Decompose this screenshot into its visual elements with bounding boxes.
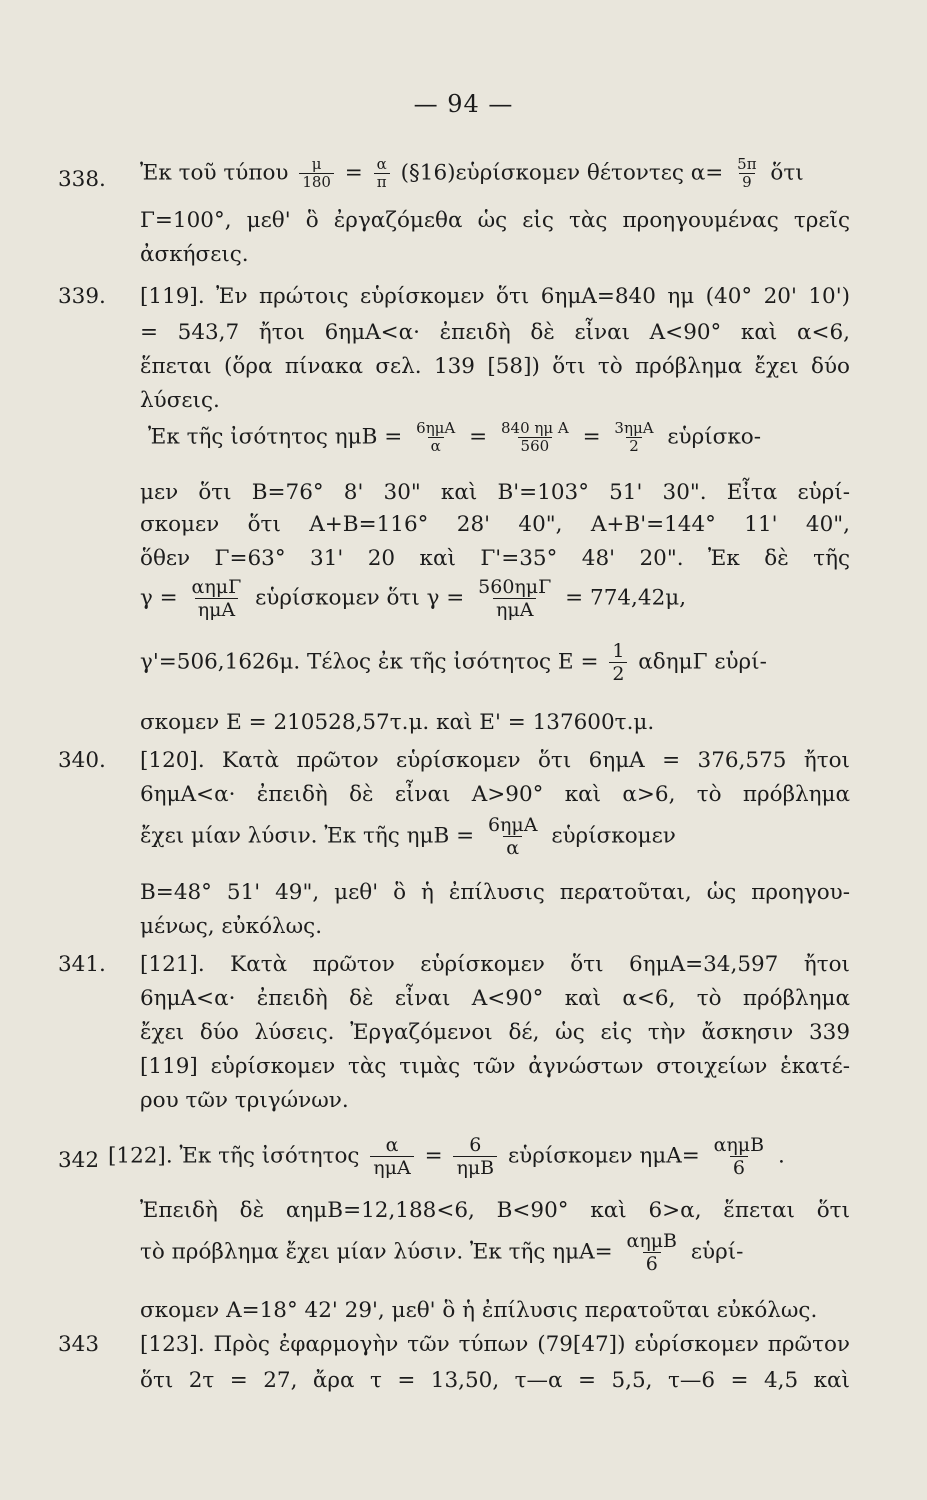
fraction: $\frac{\text{6ημΑ}}{\alpha}$ <box>487 814 538 859</box>
fraction: $\frac{\text{560ημΓ}}{\text{ημΑ}}$ <box>478 576 552 621</box>
exercise-342-line-3: τὸ πρόβλημα ἔχει μίαν λύσιν. Ἐκ τῆς ημΑ= $\frac{\text{αημΒ}}{6}$ εὑρί- <box>140 1230 744 1275</box>
exercise-342-line-2: Ἐπειδὴ δὲ αημΒ=12,188<6, Β<90° καὶ 6>α, ἕπεται ὅτι <box>140 1198 850 1223</box>
fraction: $\frac{\mu}{180}$ <box>299 156 334 191</box>
exercise-339-line-2: = 543,7 ἤτοι 6ημΑ<α· ἐπειδὴ δὲ εἶναι Α<90° καὶ α<6, <box>140 320 850 345</box>
exercise-339-line-3: ἕπεται (ὅρα πίνακα σελ. 139 [58]) ὅτι τὸ πρόβλημα ἔχει δύο <box>140 354 850 379</box>
exercise-340-line-4: Β=48° 51' 49", μεθ' ὃ ἡ ἐπίλυσις περατοῦται, ὡς προηγου- <box>140 880 850 905</box>
exercise-339-line-1: [119]. Ἐν πρώτοις εὑρίσκομεν ὅτι 6ημΑ=840 ημ (40° 20' 10') <box>140 284 850 309</box>
fraction: $\frac{6}{\text{ημΒ}}$ <box>453 1134 497 1179</box>
fraction: $\frac{\text{αημΒ}}{6}$ <box>626 1230 678 1275</box>
exercise-339-line-10: γ'=506,1626μ. Τέλος ἐκ τῆς ἰσότητος Ε = $\frac{1}{2}$ αδημΓ εὑρί- <box>140 640 767 685</box>
exercise-339-line-8: ὅθεν Γ=63° 31' 20 καὶ Γ'=35° 48' 20". Ἐκ δὲ τῆς <box>140 546 850 571</box>
fraction: $\frac{\alpha}{\pi}$ <box>374 156 390 191</box>
exercise-340-line-1: [120]. Κατὰ πρῶτον εὑρίσκομεν ὅτι 6ημΑ = 376,575 ἤτοι <box>140 748 850 773</box>
exercise-number-339: 339. <box>58 284 106 309</box>
exercise-number-342: 342 <box>58 1148 100 1173</box>
exercise-341-line-3: ἔχει δύο λύσεις. Ἐργαζόμενοι δέ, ὡς εἰς τὴν ἄσκησιν 339 <box>140 1020 850 1045</box>
fraction: $\frac{\text{6ημΑ}}{\alpha}$ <box>416 419 456 455</box>
exercise-340-line-5: μένως, εὐκόλως. <box>140 914 323 939</box>
exercise-339-line-6: μεν ὅτι Β=76° 8' 30" καὶ Β'=103° 51' 30". Εἶτα εὑρί- <box>140 480 850 505</box>
exercise-338-line-2: Γ=100°, μεθ' ὃ ἐργαζόμεθα ὡς εἰς τὰς προηγουμένας τρεῖς <box>140 208 850 233</box>
exercise-number-343: 343 <box>58 1332 100 1357</box>
exercise-340-line-2: 6ημΑ<α· ἐπειδὴ δὲ εἶναι Α>90° καὶ α>6, τὸ πρόβλημα <box>140 782 850 807</box>
page-number: — 94 — <box>413 90 514 118</box>
exercise-342-line-4: σκομεν Α=18° 42' 29', μεθ' ὃ ἡ ἐπίλυσις περατοῦται εὐκόλως. <box>140 1298 818 1323</box>
exercise-338-line-1: Ἐκ τοῦ τύπου $\frac{\mu}{180}$ = $\frac{\alpha}{\pi}$ (§16)εὑρίσκομεν θέτοντες α= $\frac{5\pi}{9}$ ὅτι <box>140 155 804 191</box>
fraction: $\frac{\text{840 ημ Α}}{560}$ <box>500 419 569 455</box>
exercise-339-line-7: σκομεν ὅτι Α+Β=116° 28' 40", Α+Β'=144° 11' 40", <box>140 512 850 537</box>
exercise-342-line-1: [122]. Ἐκ τῆς ἰσότητος $\frac{\alpha}{\text{ημΑ}}$ = $\frac{6}{\text{ημΒ}}$ εὑρίσκομεν ημΑ= $\frac{\text{αημΒ}}{6}$ . <box>108 1134 785 1179</box>
exercise-343-line-2: ὅτι 2τ = 27, ἄρα τ = 13,50, τ—α = 5,5, τ—6 = 4,5 καὶ <box>140 1368 850 1393</box>
exercise-341-line-2: 6ημΑ<α· ἐπειδὴ δὲ εἶναι Α<90° καὶ α<6, τὸ πρόβλημα <box>140 986 850 1011</box>
exercise-341-line-4: [119] εὑρίσκομεν τὰς τιμὰς τῶν ἀγνώστων στοιχείων ἑκατέ- <box>140 1054 850 1079</box>
fraction: $\frac{\text{αημΓ}}{\text{ημΑ}}$ <box>191 576 242 621</box>
fraction: $\frac{\text{αημΒ}}{6}$ <box>713 1134 765 1179</box>
exercise-343-line-1: [123]. Πρὸς ἐφαρμογὴν τῶν τύπων (79[47]) εὑρίσκομεν πρῶτον <box>140 1332 850 1357</box>
fraction: $\frac{5\pi}{9}$ <box>737 155 757 191</box>
exercise-339-line-9: γ = $\frac{\text{αημΓ}}{\text{ημΑ}}$ εὑρίσκομεν ὅτι γ = $\frac{\text{560ημΓ}}{\text{ημΑ}}$ = 774,42μ, <box>140 576 687 621</box>
fraction: $\frac{\alpha}{\text{ημΑ}}$ <box>370 1134 413 1179</box>
exercise-340-line-3: ἔχει μίαν λύσιν. Ἐκ τῆς ημΒ = $\frac{\text{6ημΑ}}{\alpha}$ εὑρίσκομεν <box>140 814 676 859</box>
fraction: $\frac{1}{2}$ <box>609 640 627 685</box>
exercise-number-340: 340. <box>58 748 106 773</box>
exercise-339-line-4: λύσεις. <box>140 388 220 413</box>
exercise-339-line-11: σκομεν Ε = 210528,57τ.μ. καὶ Ε' = 137600τ.μ. <box>140 710 655 735</box>
exercise-number-341: 341. <box>58 952 106 977</box>
exercise-338-line-3: ἀσκήσεις. <box>140 242 249 267</box>
fraction: $\frac{\text{3ημΑ}}{2}$ <box>614 419 654 455</box>
exercise-339-line-5: Ἐκ τῆς ἰσότητος ημΒ = $\frac{\text{6ημΑ}}{\alpha}$ = $\frac{\text{840 ημ Α}}{560}$ = $\frac{\text{3ημΑ}}{2}$ εὑρίσκο- <box>148 419 761 455</box>
exercise-341-line-5: ρου τῶν τριγώνων. <box>140 1088 349 1113</box>
exercise-341-line-1: [121]. Κατὰ πρῶτον εὑρίσκομεν ὅτι 6ημΑ=34,597 ἤτοι <box>140 952 850 977</box>
exercise-number-338: 338. <box>58 167 106 192</box>
